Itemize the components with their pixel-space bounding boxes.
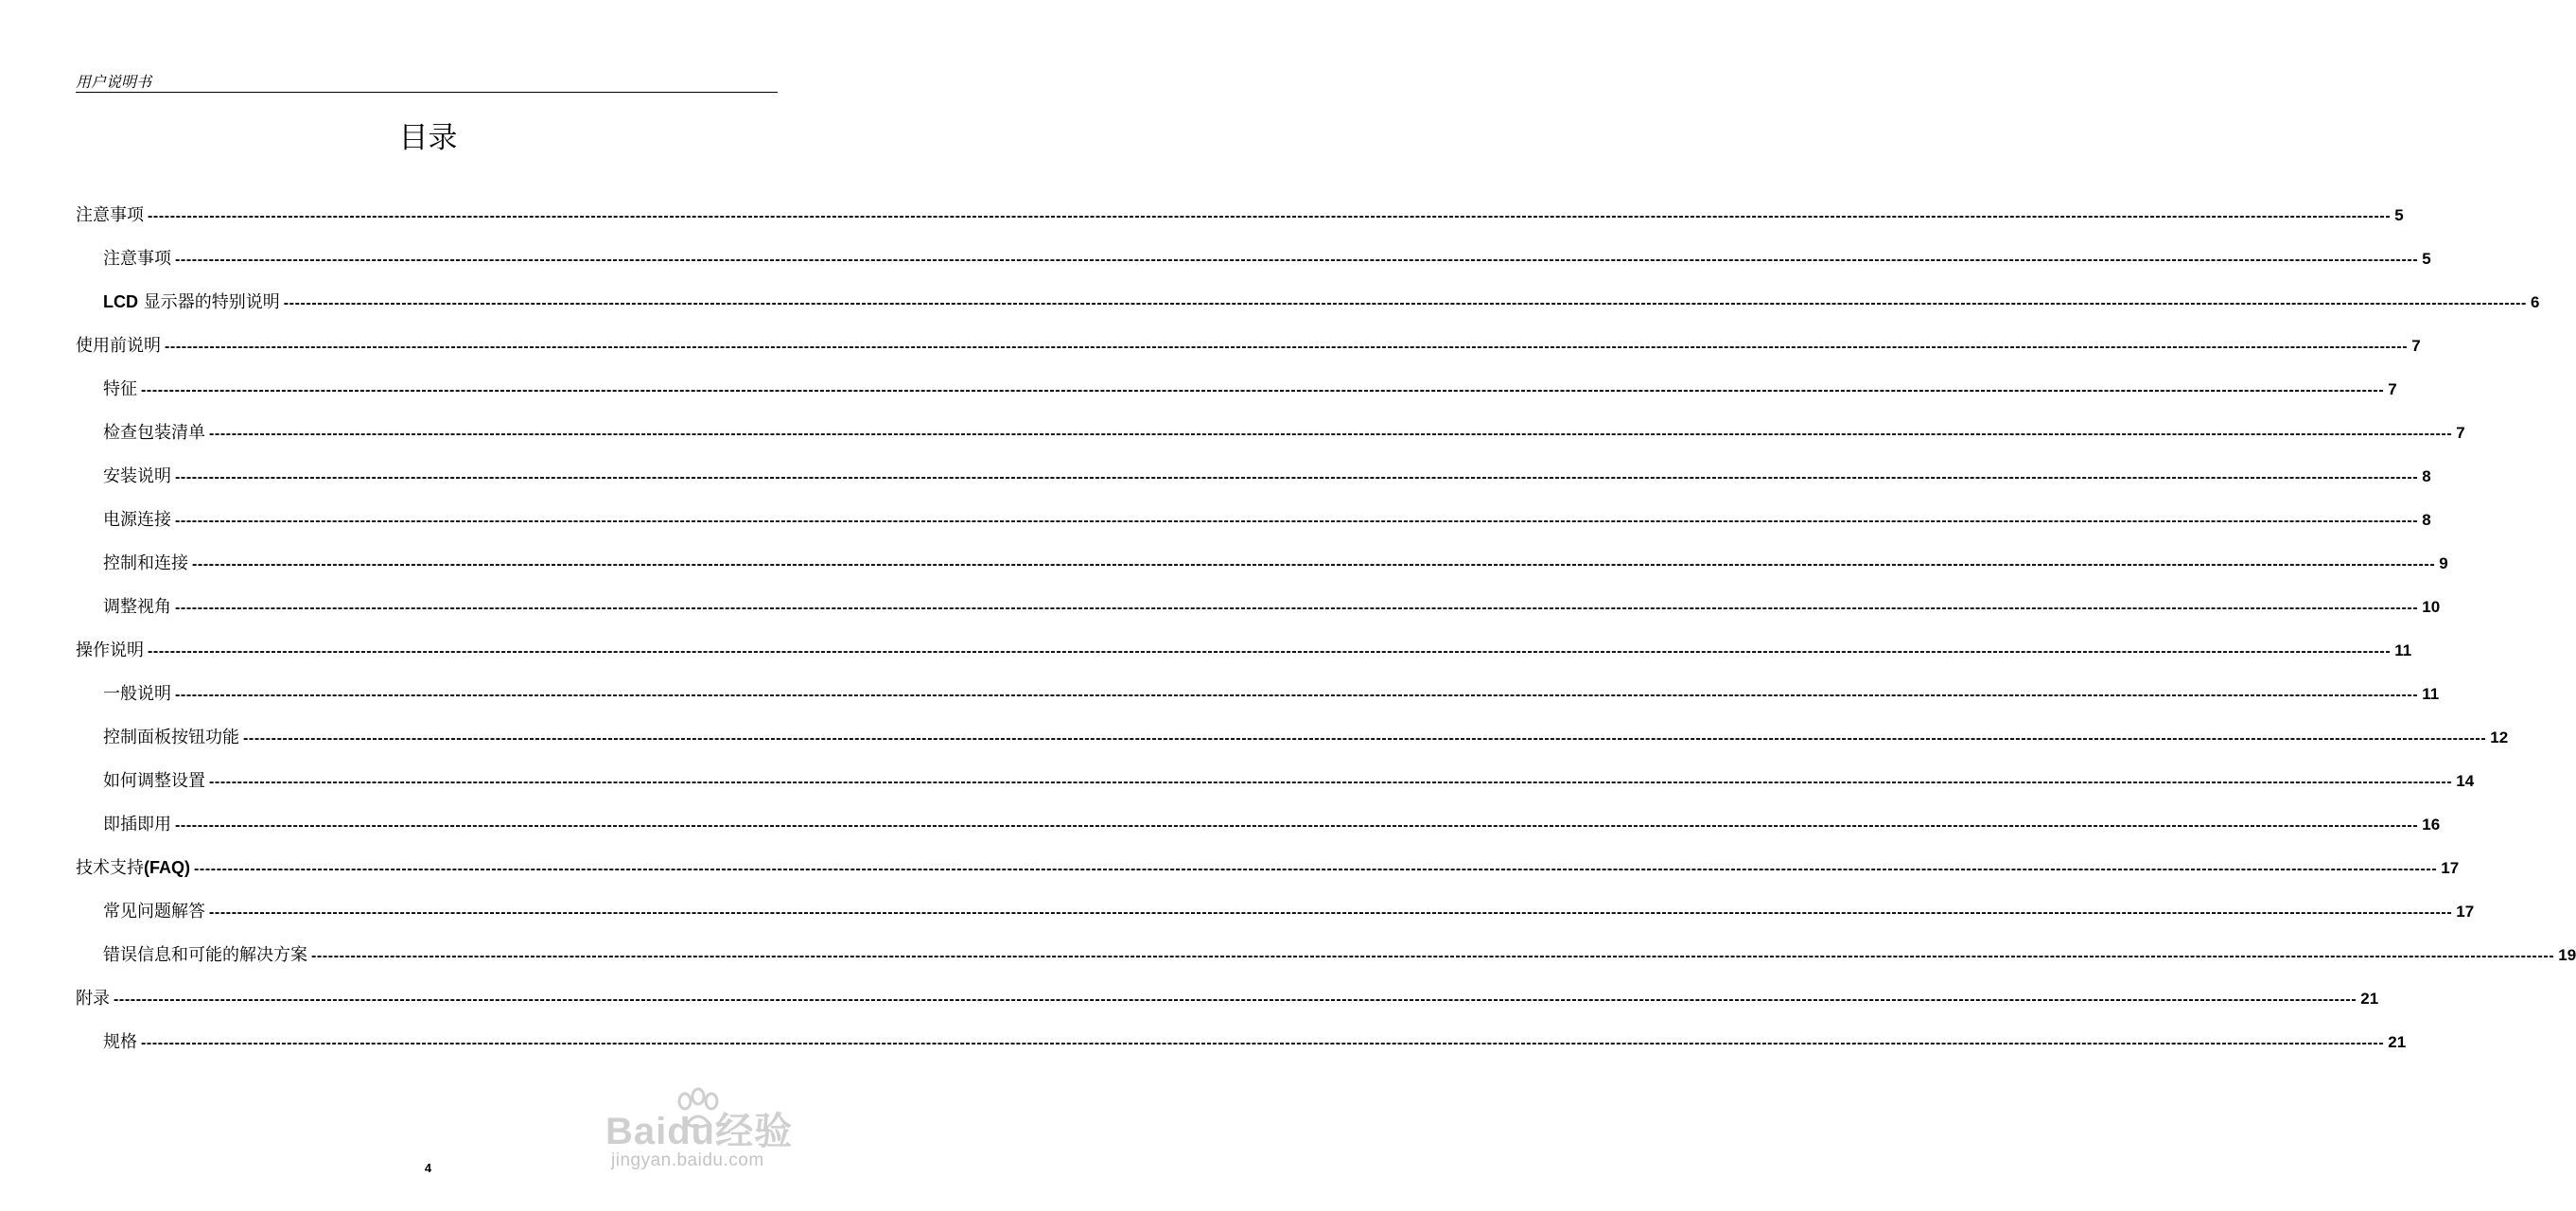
toc-entry-page: 8 bbox=[2422, 467, 2431, 485]
toc-entry-label-text: 附录 bbox=[76, 989, 110, 1009]
toc-dot-leader: ---------------------------------------------------------------------------------------------------------------------------------------------------------------------------------------------------------------------------------------------------------------------------------------------------------------------------------------------------------------------------------------------------------------- bbox=[192, 556, 2436, 572]
toc-entry-label bbox=[76, 202, 144, 226]
toc-dot-leader: ---------------------------------------------------------------------------------------------------------------------------------------------------------------------------------------------------------------------------------------------------------------------------------------------------------------------------------------------------------------------------------------------------------------- bbox=[148, 643, 2392, 659]
toc-entry-label bbox=[103, 1028, 137, 1053]
toc-entry-label-text: 技术支持 bbox=[76, 858, 144, 878]
toc-entry-label-text: 一般说明 bbox=[103, 684, 171, 704]
toc-entry-label-text: 即插即用 bbox=[103, 815, 171, 834]
toc-dot-leader: ---------------------------------------------------------------------------------------------------------------------------------------------------------------------------------------------------------------------------------------------------------------------------------------------------------------------------------------------------------------------------------------------------------------- bbox=[175, 687, 2419, 703]
toc-entry-page: 21 bbox=[2360, 990, 2379, 1008]
toc-entry-label-text: 调整视角 bbox=[103, 597, 171, 617]
toc-entry-page: 17 bbox=[2456, 903, 2475, 921]
toc-entry-page: 8 bbox=[2422, 511, 2431, 529]
toc-entry-label-text: 如何调整设置 bbox=[103, 771, 205, 791]
toc-entry-label bbox=[103, 680, 171, 705]
toc-entry-page: 5 bbox=[2422, 250, 2431, 268]
toc-dot-leader: ---------------------------------------------------------------------------------------------------------------------------------------------------------------------------------------------------------------------------------------------------------------------------------------------------------------------------------------------------------------------------------------------------------------- bbox=[175, 252, 2419, 268]
toc-dot-leader: ---------------------------------------------------------------------------------------------------------------------------------------------------------------------------------------------------------------------------------------------------------------------------------------------------------------------------------------------------------------------------------------------------------------- bbox=[148, 208, 2392, 224]
toc-dot-leader: ---------------------------------------------------------------------------------------------------------------------------------------------------------------------------------------------------------------------------------------------------------------------------------------------------------------------------------------------------------------------------------------------------------------- bbox=[194, 861, 2438, 877]
toc-dot-leader: ---------------------------------------------------------------------------------------------------------------------------------------------------------------------------------------------------------------------------------------------------------------------------------------------------------------------------------------------------------------------------------------------------------------- bbox=[114, 992, 2357, 1008]
toc-entry-section[interactable] bbox=[76, 724, 2509, 767]
toc-entry-label bbox=[103, 767, 205, 792]
toc-entry-page: 14 bbox=[2456, 772, 2475, 790]
toc-entry-label-text: 显示器的特别说明 bbox=[138, 292, 280, 312]
toc-entry-label-text: 控制面板按钮功能 bbox=[103, 728, 239, 747]
toc-dot-leader: ---------------------------------------------------------------------------------------------------------------------------------------------------------------------------------------------------------------------------------------------------------------------------------------------------------------------------------------------------------------------------------------------------------------- bbox=[175, 469, 2419, 485]
table-of-contents bbox=[76, 202, 2576, 1072]
toc-entry-section[interactable] bbox=[76, 506, 2431, 550]
toc-entry-section[interactable] bbox=[76, 550, 2448, 593]
toc-entry-label bbox=[103, 419, 205, 444]
toc-entry-label bbox=[103, 376, 137, 400]
toc-entry-section[interactable] bbox=[76, 767, 2475, 811]
toc-entry-section[interactable] bbox=[76, 593, 2441, 637]
toc-entry-section[interactable] bbox=[76, 419, 2465, 463]
toc-entry-label-text: 注意事项 bbox=[76, 205, 144, 225]
toc-entry-label bbox=[103, 811, 171, 835]
toc-dot-leader: ---------------------------------------------------------------------------------------------------------------------------------------------------------------------------------------------------------------------------------------------------------------------------------------------------------------------------------------------------------------------------------------------------------------- bbox=[311, 948, 2555, 964]
toc-entry-label-text: 规格 bbox=[103, 1032, 137, 1052]
toc-entry-section[interactable] bbox=[76, 898, 2475, 941]
toc-entry-page: 7 bbox=[2388, 380, 2397, 398]
toc-entry-page: 17 bbox=[2441, 859, 2460, 877]
toc-entry-label-suffix: (FAQ) bbox=[144, 858, 190, 877]
toc-entry-section[interactable] bbox=[76, 811, 2441, 854]
toc-entry-label bbox=[76, 985, 110, 1009]
toc-entry-section[interactable] bbox=[76, 289, 2540, 332]
toc-entry-label-text: 常见问题解答 bbox=[103, 902, 205, 921]
toc-entry-label bbox=[76, 332, 161, 357]
toc-entry-label bbox=[103, 289, 280, 313]
toc-entry-label-text: 特征 bbox=[103, 379, 137, 399]
toc-entry-label-text: 错误信息和可能的解决方案 bbox=[103, 945, 307, 965]
toc-entry-label bbox=[103, 724, 239, 748]
toc-entry-label bbox=[103, 463, 171, 487]
toc-entry-chapter[interactable] bbox=[76, 854, 2460, 898]
toc-dot-leader: ---------------------------------------------------------------------------------------------------------------------------------------------------------------------------------------------------------------------------------------------------------------------------------------------------------------------------------------------------------------------------------------------------------------- bbox=[165, 339, 2409, 355]
toc-entry-page: 7 bbox=[2456, 424, 2465, 442]
toc-dot-leader: ---------------------------------------------------------------------------------------------------------------------------------------------------------------------------------------------------------------------------------------------------------------------------------------------------------------------------------------------------------------------------------------------------------------- bbox=[175, 600, 2419, 616]
toc-entry-label-text: 检查包装清单 bbox=[103, 423, 205, 443]
toc-entry-chapter[interactable] bbox=[76, 202, 2404, 245]
toc-entry-section[interactable] bbox=[76, 1028, 2407, 1072]
toc-entry-section[interactable] bbox=[76, 680, 2440, 724]
header-rule bbox=[76, 92, 778, 93]
toc-dot-leader: ---------------------------------------------------------------------------------------------------------------------------------------------------------------------------------------------------------------------------------------------------------------------------------------------------------------------------------------------------------------------------------------------------------------- bbox=[209, 774, 2453, 790]
toc-entry-label-text: 安装说明 bbox=[103, 466, 171, 486]
toc-entry-page: 11 bbox=[2394, 641, 2412, 659]
toc-entry-label-latin: LCD bbox=[103, 292, 138, 311]
toc-dot-leader: ---------------------------------------------------------------------------------------------------------------------------------------------------------------------------------------------------------------------------------------------------------------------------------------------------------------------------------------------------------------------------------------------------------------- bbox=[175, 817, 2419, 834]
toc-dot-leader: ---------------------------------------------------------------------------------------------------------------------------------------------------------------------------------------------------------------------------------------------------------------------------------------------------------------------------------------------------------------------------------------------------------------- bbox=[141, 1035, 2385, 1051]
watermark-logo-text: Baidu经验 bbox=[605, 1111, 794, 1152]
toc-entry-chapter[interactable] bbox=[76, 332, 2421, 376]
toc-entry-label-text: 控制和连接 bbox=[103, 553, 188, 573]
toc-entry-section[interactable] bbox=[76, 245, 2431, 289]
toc-entry-page: 19 bbox=[2558, 946, 2576, 964]
toc-dot-leader: ---------------------------------------------------------------------------------------------------------------------------------------------------------------------------------------------------------------------------------------------------------------------------------------------------------------------------------------------------------------------------------------------------------------- bbox=[209, 426, 2453, 442]
toc-entry-section[interactable] bbox=[76, 463, 2431, 506]
toc-entry-page: 6 bbox=[2530, 293, 2540, 311]
watermark-url: jingyan.baidu.com bbox=[611, 1150, 764, 1170]
toc-entry-section[interactable] bbox=[76, 376, 2397, 419]
toc-entry-label bbox=[103, 593, 171, 618]
toc-dot-leader: ---------------------------------------------------------------------------------------------------------------------------------------------------------------------------------------------------------------------------------------------------------------------------------------------------------------------------------------------------------------------------------------------------------------- bbox=[209, 904, 2453, 921]
toc-entry-label bbox=[103, 550, 188, 574]
toc-dot-leader: ---------------------------------------------------------------------------------------------------------------------------------------------------------------------------------------------------------------------------------------------------------------------------------------------------------------------------------------------------------------------------------------------------------------- bbox=[175, 513, 2419, 529]
document-header: 用户说明书 bbox=[76, 73, 152, 91]
toc-dot-leader: ---------------------------------------------------------------------------------------------------------------------------------------------------------------------------------------------------------------------------------------------------------------------------------------------------------------------------------------------------------------------------------------------------------------- bbox=[141, 382, 2385, 398]
toc-entry-label-text: 使用前说明 bbox=[76, 336, 161, 356]
baidu-watermark bbox=[605, 1088, 814, 1183]
toc-entry-chapter[interactable] bbox=[76, 637, 2412, 680]
toc-entry-page: 16 bbox=[2422, 816, 2441, 834]
toc-entry-page: 5 bbox=[2394, 206, 2404, 224]
toc-entry-chapter[interactable] bbox=[76, 985, 2379, 1028]
toc-entry-label-text: 操作说明 bbox=[76, 641, 144, 660]
toc-entry-section[interactable] bbox=[76, 941, 2576, 985]
toc-entry-page: 21 bbox=[2388, 1033, 2407, 1051]
toc-dot-leader: ---------------------------------------------------------------------------------------------------------------------------------------------------------------------------------------------------------------------------------------------------------------------------------------------------------------------------------------------------------------------------------------------------------------- bbox=[283, 295, 2527, 311]
toc-entry-label bbox=[103, 941, 307, 966]
toc-entry-page: 11 bbox=[2422, 685, 2440, 703]
toc-entry-label-text: 注意事项 bbox=[103, 249, 171, 269]
toc-entry-label bbox=[76, 637, 144, 661]
toc-entry-page: 10 bbox=[2422, 598, 2441, 616]
toc-dot-leader: ---------------------------------------------------------------------------------------------------------------------------------------------------------------------------------------------------------------------------------------------------------------------------------------------------------------------------------------------------------------------------------------------------------------- bbox=[243, 730, 2487, 746]
toc-entry-page: 12 bbox=[2490, 728, 2509, 746]
toc-entry-page: 9 bbox=[2439, 554, 2448, 572]
toc-entry-label bbox=[103, 898, 205, 922]
toc-entry-label-text: 电源连接 bbox=[103, 510, 171, 530]
toc-entry-label bbox=[76, 854, 190, 879]
page-number: 4 bbox=[424, 1161, 432, 1175]
toc-entry-page: 7 bbox=[2411, 337, 2421, 355]
toc-entry-label bbox=[103, 245, 171, 270]
page-title: 目录 bbox=[398, 121, 458, 155]
toc-entry-label bbox=[103, 506, 171, 531]
